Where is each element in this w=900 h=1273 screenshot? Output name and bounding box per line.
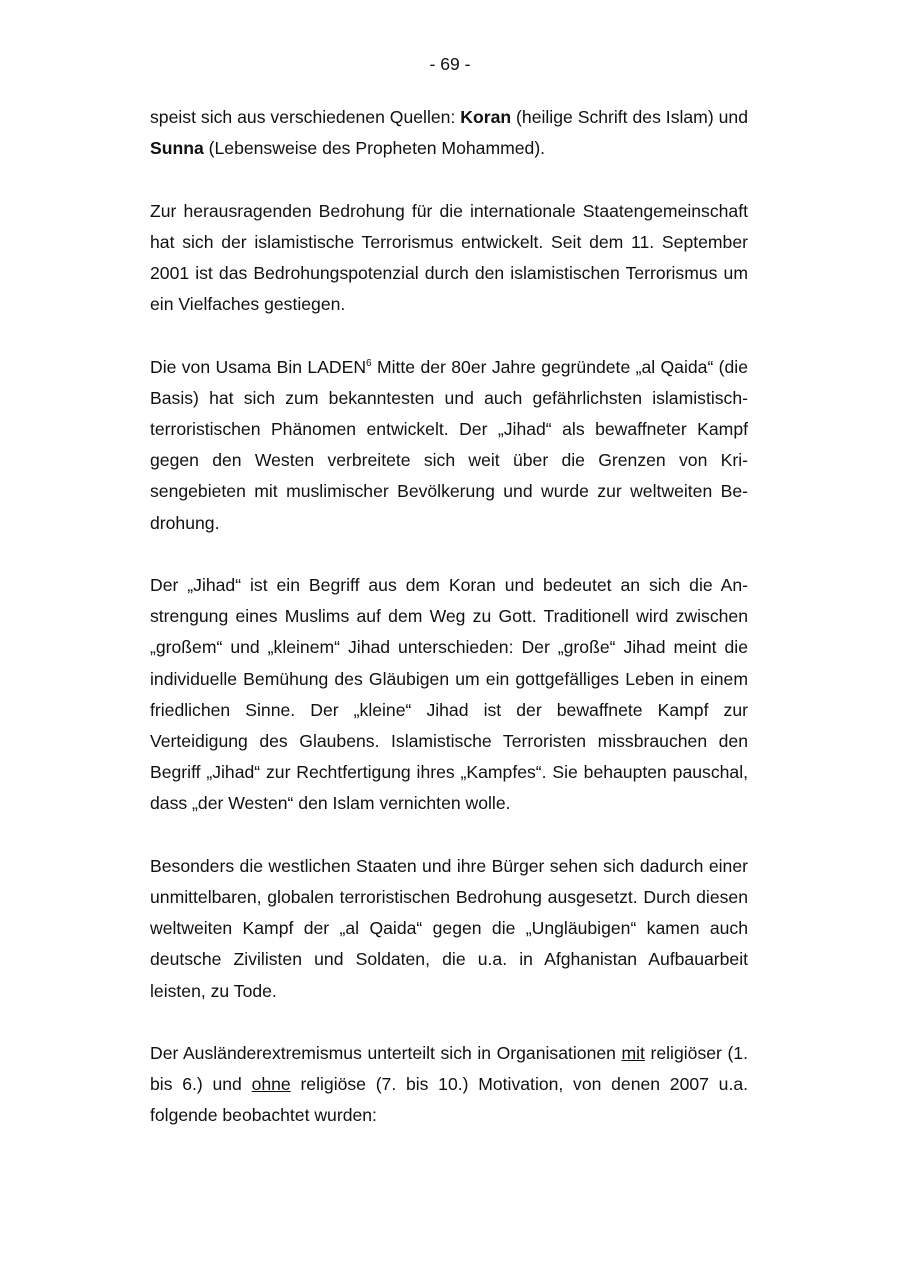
paragraph-classification bbox=[150, 1038, 748, 1132]
bold-term-sunna: Sunna bbox=[150, 138, 204, 159]
document-body bbox=[150, 102, 748, 1132]
text-span: (heilige Schrift des Islam) und bbox=[511, 107, 748, 127]
text-span: religiöser (1. bis 6.) und bbox=[150, 1043, 748, 1095]
page-number: - 69 - bbox=[429, 54, 471, 74]
footnote-marker: 6 bbox=[366, 357, 372, 369]
text-span: speist sich aus verschiedenen Quellen: bbox=[150, 107, 461, 127]
underlined-term-ohne: ohne bbox=[251, 1074, 291, 1095]
text-span: religiöse (7. bis 10.) Motivation, von denen 2007 u.a. folgende beobachtet wurden: bbox=[150, 1074, 749, 1126]
paragraph-jihad-definition: Der „Jihad“ ist ein Begriff aus dem Koran und bedeutet an sich die Anstrengung eines Muslims auf dem Weg zu Gott. Traditionell wird zwischen „großem“ und „kleinem“ Jihad unterschieden: Der „große“ Jihad meint die individuelle Bemühung des Gläubigen um ein gottgefälliges Leben in einem friedlichen Sinne. Der „kleine“ Jihad ist der bewaffnete Kampf zur Verteidigung des Glaubens. Islamistische Terroristen missbrauchen den Begriff „Jihad“ zur Rechtfertigung ihres „Kampfes“. Sie behaupten pauschal, dass „der Westen“ den Islam vernichten wolle. bbox=[150, 575, 748, 814]
text-span: Die von Usama Bin LADEN bbox=[150, 356, 367, 377]
paragraph-al-qaida bbox=[150, 352, 748, 539]
paragraph-western-threat: Besonders die westlichen Staaten und ihre Bürger sehen sich dadurch einer unmittelbaren, globalen terroristischen Bedrohung ausgesetzt. Durch diesen weltweiten Kampf der „al Qaida“ gegen die „Ungläubigen“ kamen auch deutsche Zivilisten und Soldaten, die u.a. in Afghanistan Aufbauarbeit leisten, zu Tode. bbox=[150, 855, 748, 1001]
paragraph-terrorism-threat: Zur herausragenden Bedrohung für die internationale Staatengemeinschaft hat sich der islamistische Terrorismus entwickelt. Seit dem 11. September 2001 ist das Bedrohungspotenzial durch den islamistischen Terrorismus um ein Vielfaches gestiegen. bbox=[150, 200, 748, 315]
paragraph-sources bbox=[150, 102, 748, 164]
text-span: Der Ausländerextremismus unterteilt sich in Organisationen bbox=[150, 1043, 622, 1064]
bold-term-koran: Koran bbox=[460, 107, 512, 127]
text-span: Mitte der 80er Jahre gegründete „al Qaida“ (die Basis) hat sich zum bekanntesten und auch gefährlichsten islamistisch-terroristischen Phänomen entwickelt. Der „Jihad“ als bewaffneter Kampf gegen den Westen verbreitete sich weit über die Grenzen von Krisengebieten mit muslimischer Bevölkerung und wurde zur weltweiten Bedrohung. bbox=[150, 356, 749, 533]
text-span: (Lebensweise des Propheten Mohammed). bbox=[203, 138, 546, 159]
underlined-term-mit: mit bbox=[621, 1043, 645, 1064]
